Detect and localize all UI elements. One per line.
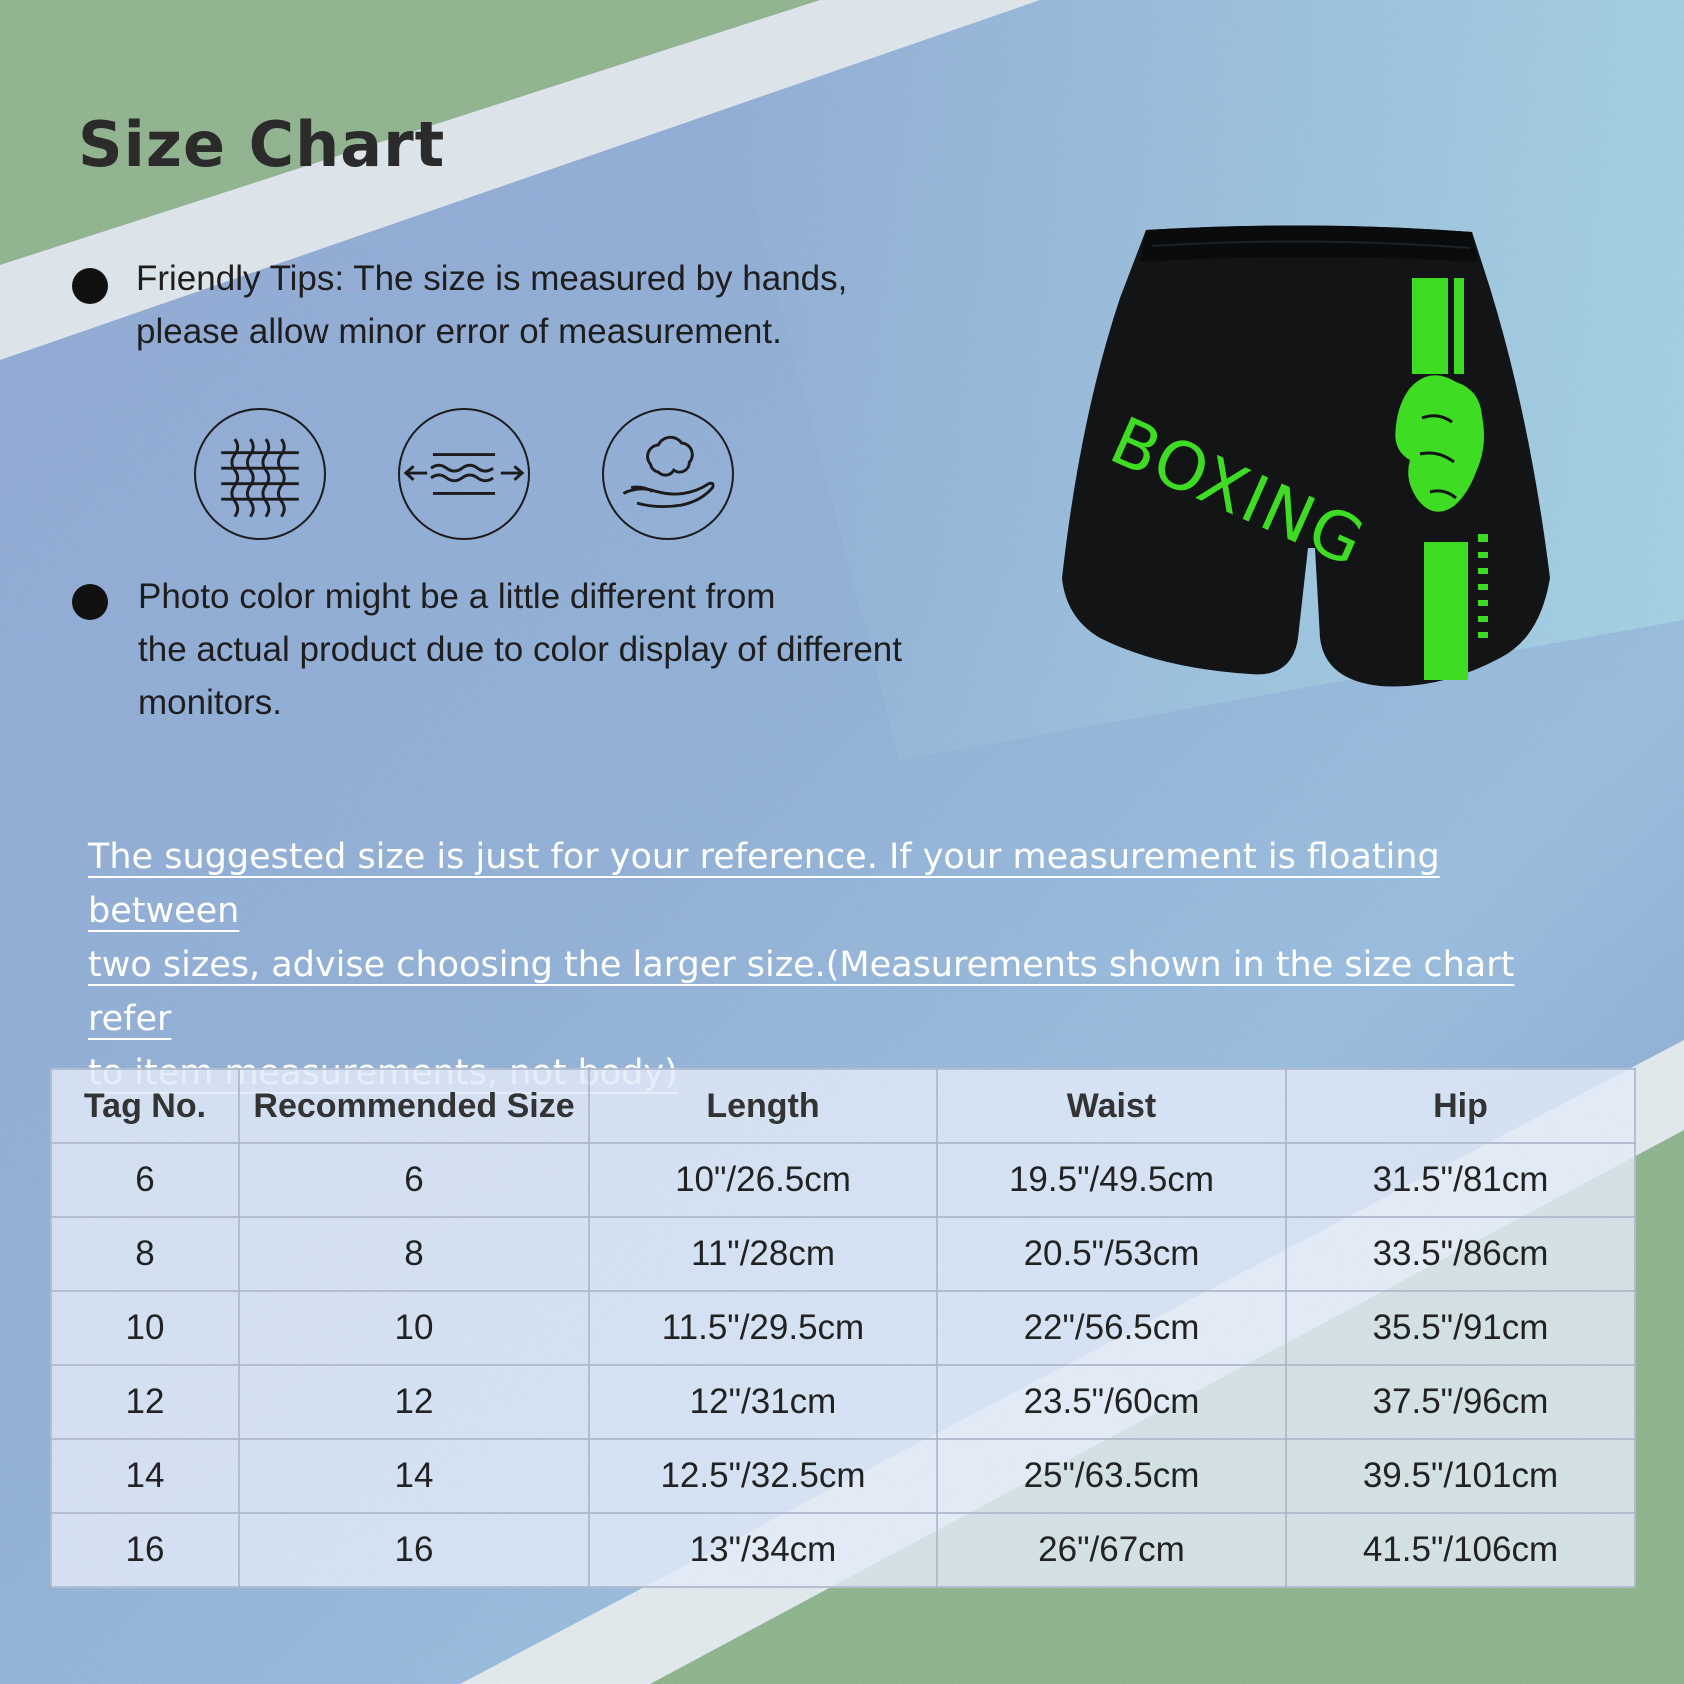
col-header-tag-no: Tag No. — [51, 1069, 239, 1143]
cell-length: 11.5"/29.5cm — [589, 1291, 937, 1365]
cell-hip: 33.5"/86cm — [1286, 1217, 1635, 1291]
cell-length: 12.5"/32.5cm — [589, 1439, 937, 1513]
cell-hip: 37.5"/96cm — [1286, 1365, 1635, 1439]
tip-line: monitors. — [138, 683, 282, 722]
cell-recommended-size: 12 — [239, 1365, 589, 1439]
cell-waist: 23.5"/60cm — [937, 1365, 1286, 1439]
shorts-print-text: BOXING — [1099, 402, 1377, 583]
size-advice-note — [88, 830, 1588, 1100]
cell-tag-no: 6 — [51, 1143, 239, 1217]
table-row — [51, 1365, 1635, 1439]
cell-tag-no: 12 — [51, 1365, 239, 1439]
cell-tag-no: 8 — [51, 1217, 239, 1291]
breathable-mesh-icon — [194, 408, 326, 540]
cell-waist: 25"/63.5cm — [937, 1439, 1286, 1513]
stretch-fabric-icon — [398, 408, 530, 540]
table-row — [51, 1217, 1635, 1291]
cell-tag-no: 14 — [51, 1439, 239, 1513]
cell-waist: 20.5"/53cm — [937, 1217, 1286, 1291]
tip-line: the actual product due to color display of different — [138, 630, 903, 669]
cell-tag-no: 16 — [51, 1513, 239, 1587]
cell-waist: 19.5"/49.5cm — [937, 1143, 1286, 1217]
cell-waist: 26"/67cm — [937, 1513, 1286, 1587]
cell-length: 11"/28cm — [589, 1217, 937, 1291]
note-line: two sizes, advise choosing the larger size.(Measurements shown in the size chart refer — [88, 945, 1515, 1039]
cell-tag-no: 10 — [51, 1291, 239, 1365]
cell-waist: 22"/56.5cm — [937, 1291, 1286, 1365]
cell-hip: 35.5"/91cm — [1286, 1291, 1635, 1365]
table-row — [51, 1143, 1635, 1217]
bullet-icon — [72, 584, 108, 620]
boxing-shorts-image — [1060, 218, 1560, 694]
cell-recommended-size: 14 — [239, 1439, 589, 1513]
col-header-length: Length — [589, 1069, 937, 1143]
cell-hip: 41.5"/106cm — [1286, 1513, 1635, 1587]
table-row — [51, 1291, 1635, 1365]
size-table — [50, 1068, 1636, 1588]
cell-length: 10"/26.5cm — [589, 1143, 937, 1217]
cell-length: 12"/31cm — [589, 1365, 937, 1439]
cell-recommended-size: 6 — [239, 1143, 589, 1217]
soft-cotton-icon — [602, 408, 734, 540]
tip-line: please allow minor error of measurement. — [136, 312, 782, 351]
cell-hip: 31.5"/81cm — [1286, 1143, 1635, 1217]
table-row — [51, 1513, 1635, 1587]
cell-recommended-size: 8 — [239, 1217, 589, 1291]
table-row — [51, 1439, 1635, 1513]
col-header-recommended-size: Recommended Size — [239, 1069, 589, 1143]
cell-length: 13"/34cm — [589, 1513, 937, 1587]
tip-line: Photo color might be a little different from — [138, 577, 776, 616]
col-header-waist: Waist — [937, 1069, 1286, 1143]
col-header-hip: Hip — [1286, 1069, 1635, 1143]
cell-recommended-size: 10 — [239, 1291, 589, 1365]
bullet-icon — [72, 268, 108, 304]
note-line: The suggested size is just for your reference. If your measurement is floating between — [88, 837, 1440, 931]
friendly-tip — [136, 252, 847, 358]
page-title: Size Chart — [78, 108, 446, 181]
cell-hip: 39.5"/101cm — [1286, 1439, 1635, 1513]
table-header-row — [51, 1069, 1635, 1143]
color-tip — [138, 570, 902, 729]
tip-line: Friendly Tips: The size is measured by hands, — [136, 259, 848, 298]
cell-recommended-size: 16 — [239, 1513, 589, 1587]
